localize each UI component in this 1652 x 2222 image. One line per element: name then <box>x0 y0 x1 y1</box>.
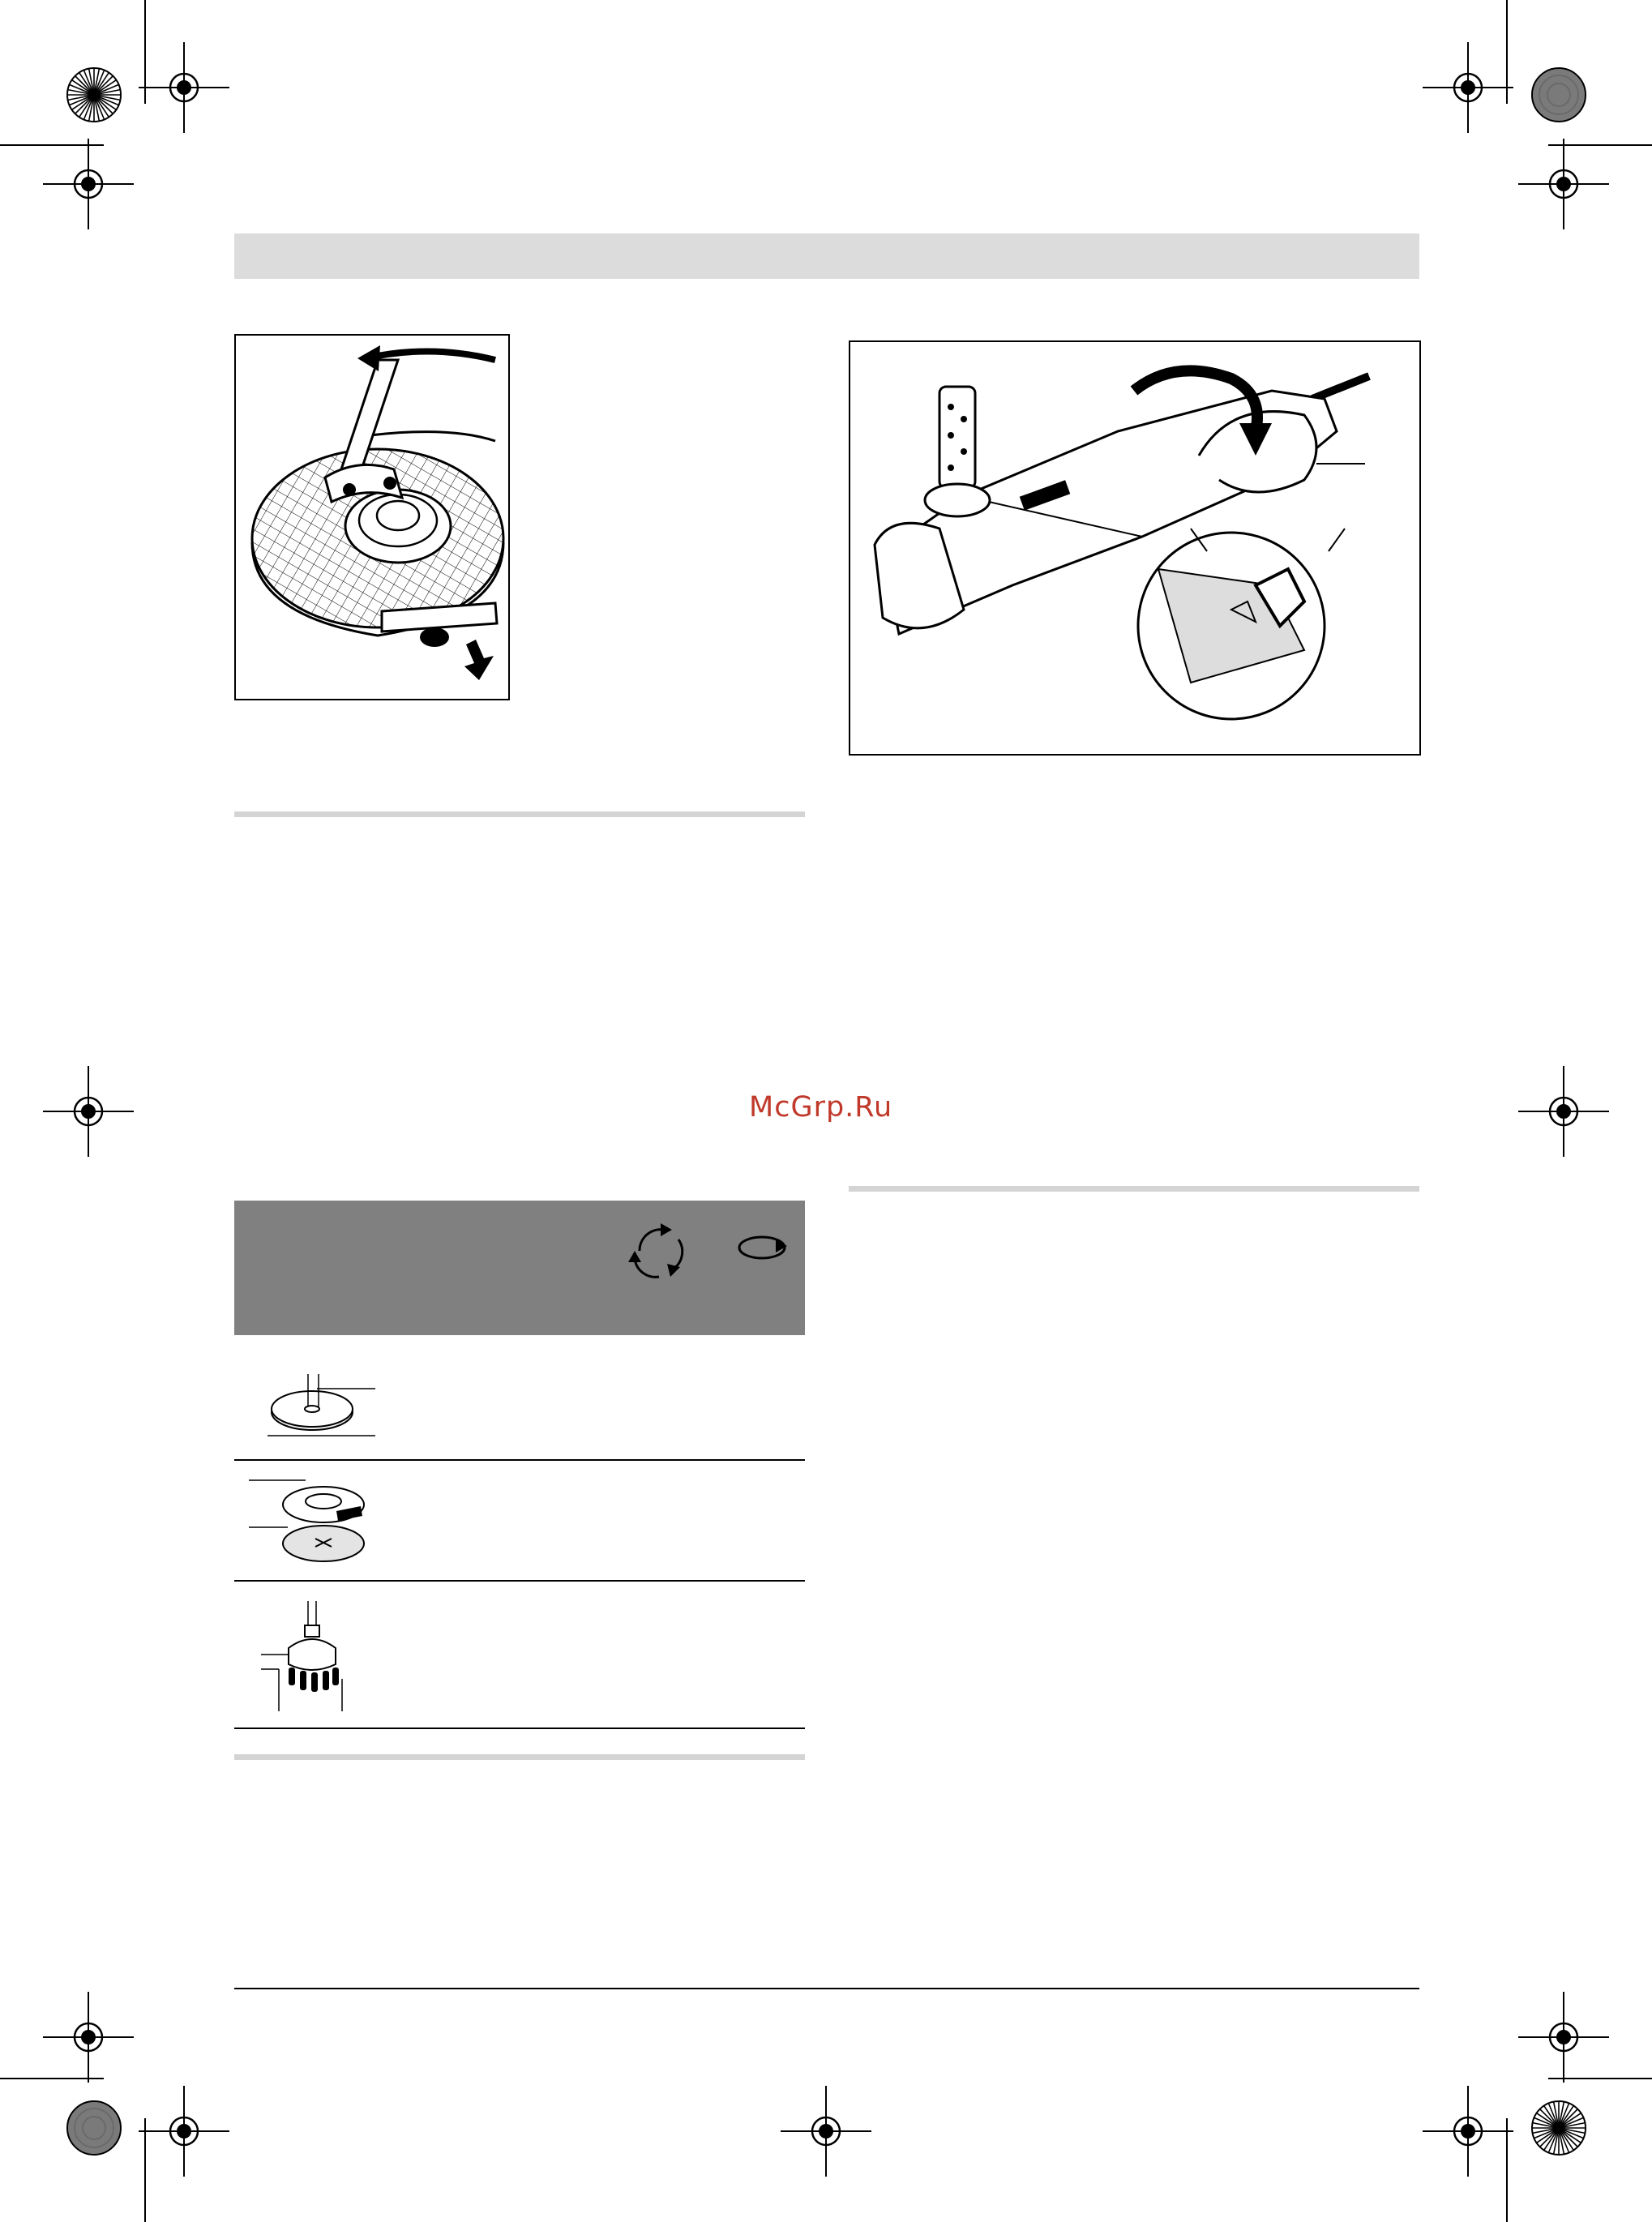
accessory-table-header <box>234 1201 805 1335</box>
crosshair-registration-icon <box>1518 1992 1609 2083</box>
crop-line <box>144 2118 146 2222</box>
crosshair-registration-icon <box>1518 1066 1609 1157</box>
gray-registration-disc-icon <box>1530 66 1587 123</box>
crop-line <box>1506 0 1508 104</box>
footer-rule <box>234 1988 1419 1989</box>
table-row-divider <box>234 1459 805 1461</box>
disc-wrench-illustration <box>236 336 508 699</box>
section-rule <box>234 1754 805 1760</box>
cup-brush-diagram <box>259 1601 349 1715</box>
crosshair-registration-icon <box>781 2086 871 2177</box>
crosshair-registration-icon <box>1423 2086 1513 2177</box>
figure-disc-mounting <box>234 334 510 700</box>
table-row-divider <box>234 1580 805 1582</box>
crop-line <box>1548 2078 1652 2079</box>
crosshair-registration-icon <box>1423 42 1513 133</box>
crosshair-registration-icon <box>139 42 229 133</box>
figure-grinder-guard <box>849 340 1421 756</box>
threaded-spindle-icon <box>735 1231 792 1264</box>
crop-line <box>0 2078 104 2079</box>
gray-registration-disc-icon <box>66 2100 122 2156</box>
section-rule <box>849 1186 1419 1192</box>
section-rule <box>234 811 805 817</box>
crop-line <box>1506 2118 1508 2222</box>
page-header-band <box>234 233 1419 279</box>
starburst-registration-icon <box>1530 2100 1587 2156</box>
sanding-disc-diagram <box>247 1474 377 1569</box>
watermark: McGrp.Ru <box>749 1091 893 1124</box>
crop-line <box>144 0 146 104</box>
crop-line <box>1548 144 1652 146</box>
starburst-registration-icon <box>66 66 122 123</box>
crosshair-registration-icon <box>139 2086 229 2177</box>
table-row-divider <box>234 1728 805 1729</box>
rotation-arrows-icon <box>623 1218 696 1287</box>
crop-line <box>0 144 104 146</box>
crosshair-registration-icon <box>43 1066 134 1157</box>
grinder-illustration <box>850 342 1419 754</box>
crosshair-registration-icon <box>43 139 134 229</box>
cutting-disc-diagram <box>263 1374 385 1439</box>
crosshair-registration-icon <box>43 1992 134 2083</box>
crosshair-registration-icon <box>1518 139 1609 229</box>
